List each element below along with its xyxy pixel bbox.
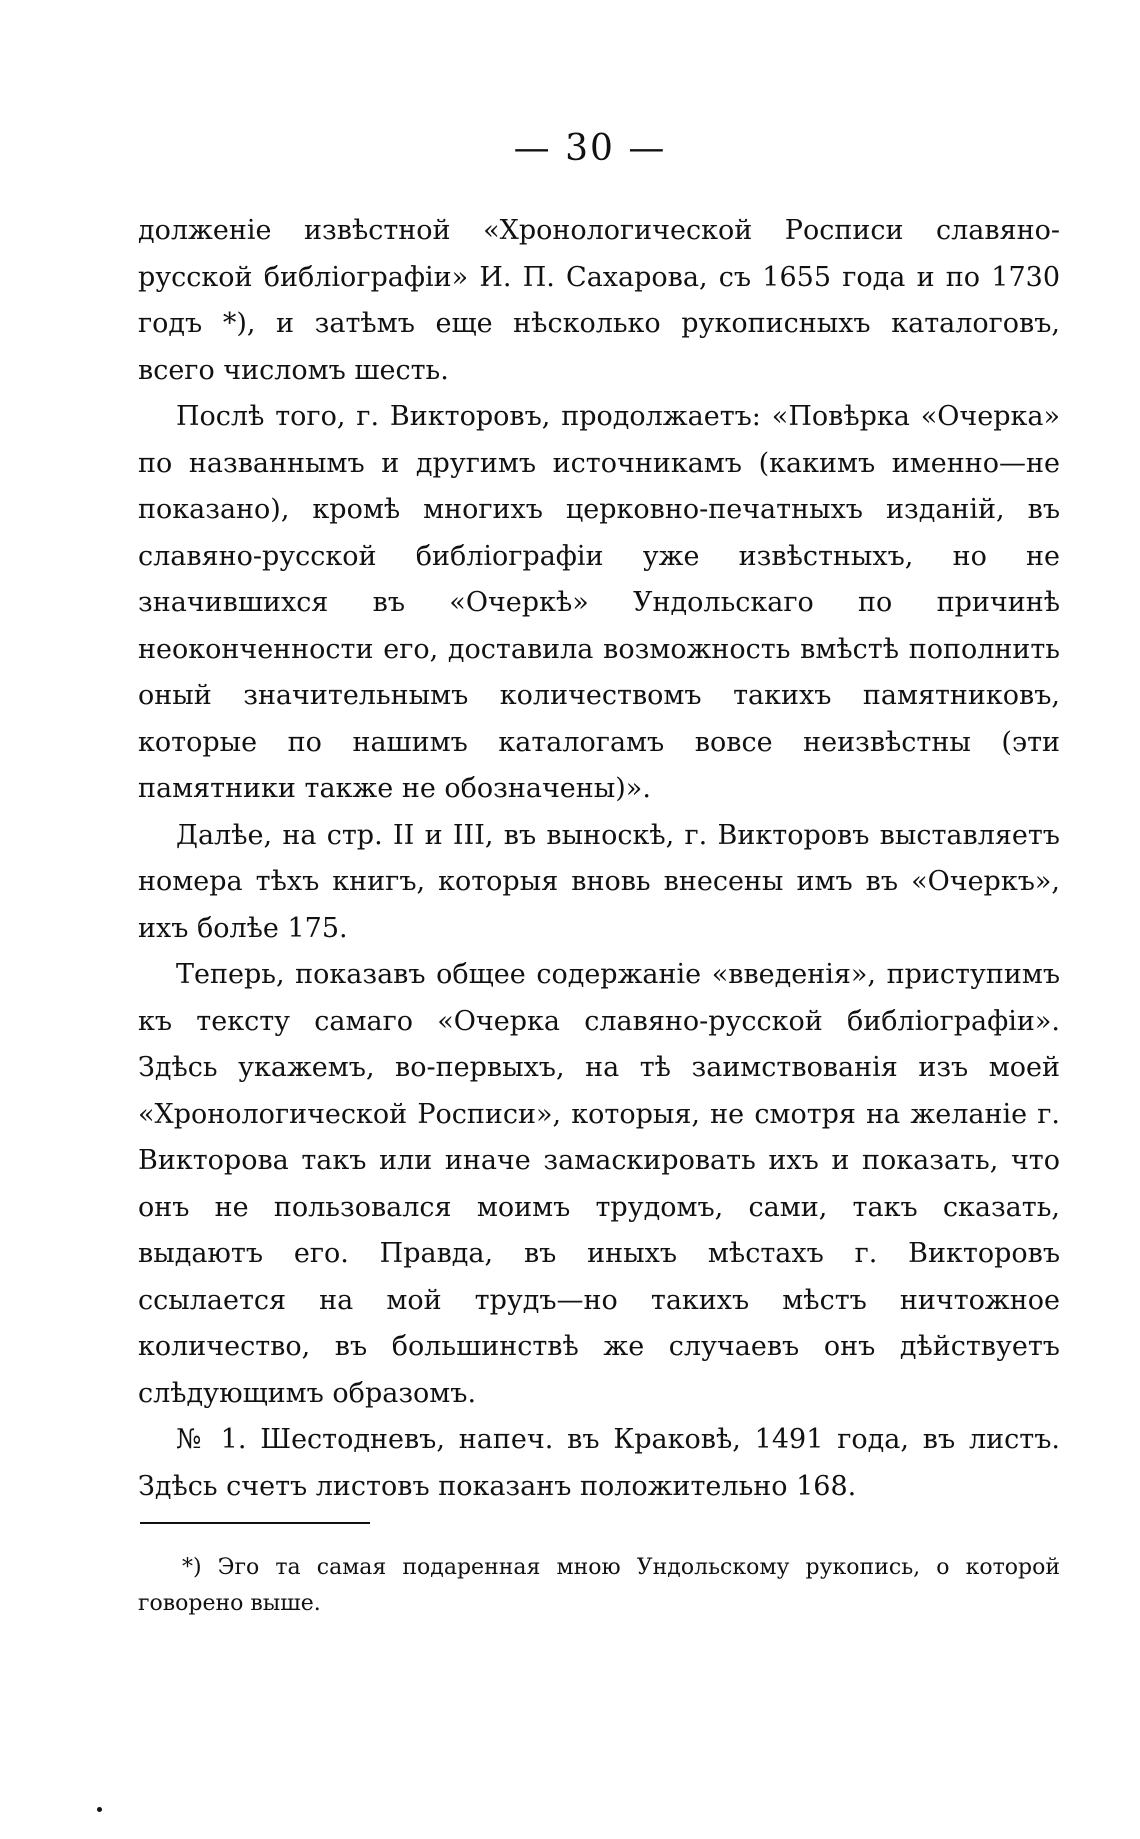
ink-speck	[97, 1807, 102, 1812]
paragraph: Теперь, показавъ общее содержаніе «введенія», приступимъ къ тексту самаго «Очерка славяно-русской библіографіи». Здѣсь укажемъ, во-первыхъ, на тѣ заимствованія изъ моей «Хронологической Росписи», которыя, не смотря на желаніе г. Викторова такъ или иначе замаскировать ихъ и показать, что онъ не пользовался моимъ трудомъ, сами, такъ сказать, выдаютъ его. Правда, въ иныхъ мѣстахъ г. Викторовъ ссылается на мой трудъ—но такихъ мѣстъ ничтожное количество, въ большинствѣ же случаевъ онъ дѣйствуетъ слѣдующимъ образомъ.	[138, 959, 1060, 1409]
paragraph-continuation: долженіе извѣстной «Хронологической Росписи славяно-русской библіографіи» И. П. Сахарова, съ 1655 года и по 1730 годъ *), и затѣмъ еще нѣсколько рукописныхъ каталоговъ, всего числомъ шесть.	[138, 215, 1060, 386]
footnote-divider	[140, 1522, 370, 1524]
page-number: — 30 —	[513, 128, 667, 169]
paragraph: Послѣ того, г. Викторовъ, продолжаетъ: «Повѣрка «Очерка» по названнымъ и другимъ источникамъ (какимъ именно—не показано), кромѣ многихъ церковно-печатныхъ изданій, въ славяно-русской библіографіи уже извѣстныхъ, но не значившихся въ «Очеркѣ» Ундольскаго по причинѣ неоконченности его, доставила возможность вмѣстѣ пополнить оный значительнымъ количествомъ такихъ памятниковъ, которые по нашимъ каталогамъ вовсе неизвѣстны (эти памятники также не обозначены)».	[138, 401, 1060, 804]
paragraph: № 1. Шестодневъ, напеч. въ Краковѣ, 1491 года, въ листъ. Здѣсь счетъ листовъ показанъ положительно 168.	[138, 1424, 1060, 1502]
paragraph: Далѣе, на стр. II и III, въ выноскѣ, г. Викторовъ выставляетъ номера тѣхъ книгъ, которыя вновь внесены имъ въ «Очеркъ», ихъ болѣе 175.	[138, 819, 1060, 944]
main-text	[138, 208, 1060, 1510]
footnote: *) Эго та самая подаренная мною Ундольскому рукопись, о которой говорено выше.	[138, 1555, 1060, 1616]
